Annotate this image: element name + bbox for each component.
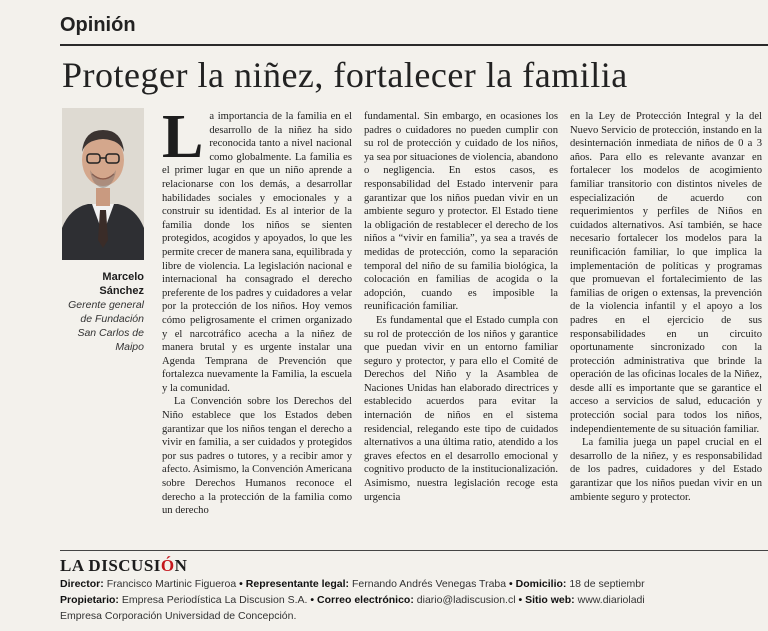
author-portrait-icon — [62, 108, 144, 260]
paragraph: Es fundamental que el Estado cumpla con su rol de protección de los niños y garantice que puedan vivir en un entorno familiar seguro y protector, y para ello el Comité de Derechos del Niño y la Asamblea de Naciones Unidas han elaborado directrices y establecido acuerdos para evitar la internación de niños en el sistema residencial, relegando este tipo de cuidados alternativos a una última ratio, atendido a los graves efectos en el desarrollo emocional y cognitivo producto de la institucionalización. Asimismo, nuestra legislación recoge esta urgencia — [364, 314, 558, 503]
headline: Proteger la niñez, fortalecer la familia — [62, 55, 628, 95]
bullet: • — [310, 594, 315, 606]
top-rule — [60, 44, 768, 46]
author-photo — [62, 108, 144, 260]
paragraph: La Convención sobre los Derechos del Niño establece que los Estados deben garantizar que los niños tengan el derecho a vivir en familia, a ser cuidados y protegidos por sus padres o tutores, y a recibir amor y afecto. Asimismo, la Convención Americana sobre Derechos Humanos reconoce el derecho a la protección de la familia como un derecho — [162, 396, 352, 517]
masthead-part1: LA DISCUSI — [60, 556, 161, 575]
director-label: Director: — [60, 578, 104, 590]
author-name: Marcelo Sánchez — [99, 271, 144, 297]
article-column-3 — [570, 110, 762, 542]
paragraph-text: a importancia de la familia en el desarrollo de la niñez ha sido reconocida tanto a nivel nacional como globalmente. La familia es el primer lugar en que un niño aprende a relacionarse con los demás, a desarrollar habilidades sociales y emocionales y a construir su identidad. Es al interior de la familia donde los niños se sienten protegidos, acogidos y apoyados, lo que les permite crecer de manera sana, equilibrada y libre de violencia. La legislación nacional e internacional ha consagrado el derecho preferente de los padres y cuidadores a velar por la protección de los niños. Hoy vemos cómo peligrosamente el crimen organizado y el narcotráfico acecha a la niñez de manera brutal y es urgente instalar una Agenda Temprana de Prevención que fortalezca nuevamente la Familia, la escuela y la comunidad. — [162, 111, 352, 394]
email-label: Correo electrónico: — [316, 594, 414, 606]
bullet: • — [518, 594, 523, 606]
web-link[interactable]: www.diarioladi — [577, 594, 645, 606]
paragraph — [162, 110, 352, 395]
paragraph: La familia juega un papel crucial en el desarrollo de la niñez, y es responsabilidad de los padres, cuidadores y del Estado garantizar que los niños puedan vivir en un ambiente seguro y protector. — [570, 437, 762, 503]
rep-label: Representante legal: — [245, 578, 350, 590]
domicile-label: Domicilio: — [515, 578, 567, 590]
domicile-value: 18 de septiembr — [569, 578, 645, 590]
owner-label: Propietario: — [60, 594, 119, 606]
bottom-rule — [60, 550, 768, 551]
owner-value: Empresa Periodística La Discusion S.A. — [121, 594, 308, 606]
masthead-accent: Ó — [160, 556, 175, 575]
email-link[interactable]: diario@ladiscusion.cl — [416, 594, 516, 606]
masthead-part2: N — [174, 556, 188, 575]
masthead-logo — [60, 556, 187, 576]
credits-line-2 — [60, 594, 768, 607]
director-value: Francisco Martinic Figueroa — [106, 578, 237, 590]
article-column-2 — [364, 110, 558, 542]
paragraph: fundamental. Sin embargo, en ocasiones los padres o cuidadores no pueden cumplir con su rol de protección y cuidado de los niños, ya sea por situaciones de violencia, abandono o negligencia. En estos casos, es responsabilidad del Estado intervenir para garantizar que los niños puedan vivir en un ambiente seguro y protector. El Estado tiene la obligación de restablecer el derecho de los niños a “vivir en familia”, ya sea a través de medidas de protección, como la separación temporal del niño de su familia biológica, la colocación en familias de acogida o la adopción, cuando es imposible la reunificación familiar. — [364, 111, 558, 313]
dropcap: L — [162, 110, 204, 171]
rep-value: Fernando Andrés Venegas Traba — [351, 578, 507, 590]
bullet: • — [509, 578, 513, 590]
paragraph: en la Ley de Protección Integral y la del Nuevo Servicio de protección, instando en la desinternación inmediata de niños de 0 a 3 años. Para ello es relevante avanzar en fortalecer los modelos de acogimiento familiar transitorio con distintos niveles de especialización de acuerdo con requerimientos y perfiles de Niños en cuidados alternativos. Así también, se hace necesario fortalecer los modelos para la reunificación familiar, lo que implica la implementación de políticas y programas que promuevan el fortalecimiento de las familias de origen o extensas, la prevención de la violencia infantil y el apoyo a los padres en el ejercicio de sus responsabilidades en un circuito oportunamente sincronizado con la protección administrativa que brinde la operación de las oficinas locales de la Niñez, desde allí es importante que se garantice el acceso a servicios de salud, educación y protección social para todos los niños, independientemente de su situación familiar. — [570, 111, 762, 435]
article-column-1 — [162, 110, 352, 542]
credits-line-1 — [60, 578, 768, 591]
bullet: • — [239, 578, 243, 590]
credits-line-3: Empresa Corporación Universidad de Concepción. — [60, 610, 297, 622]
author-role: Gerente general de Fundación San Carlos de Maipo — [68, 299, 144, 353]
section-label: Opinión — [60, 14, 136, 36]
web-label: Sitio web: — [525, 594, 575, 606]
